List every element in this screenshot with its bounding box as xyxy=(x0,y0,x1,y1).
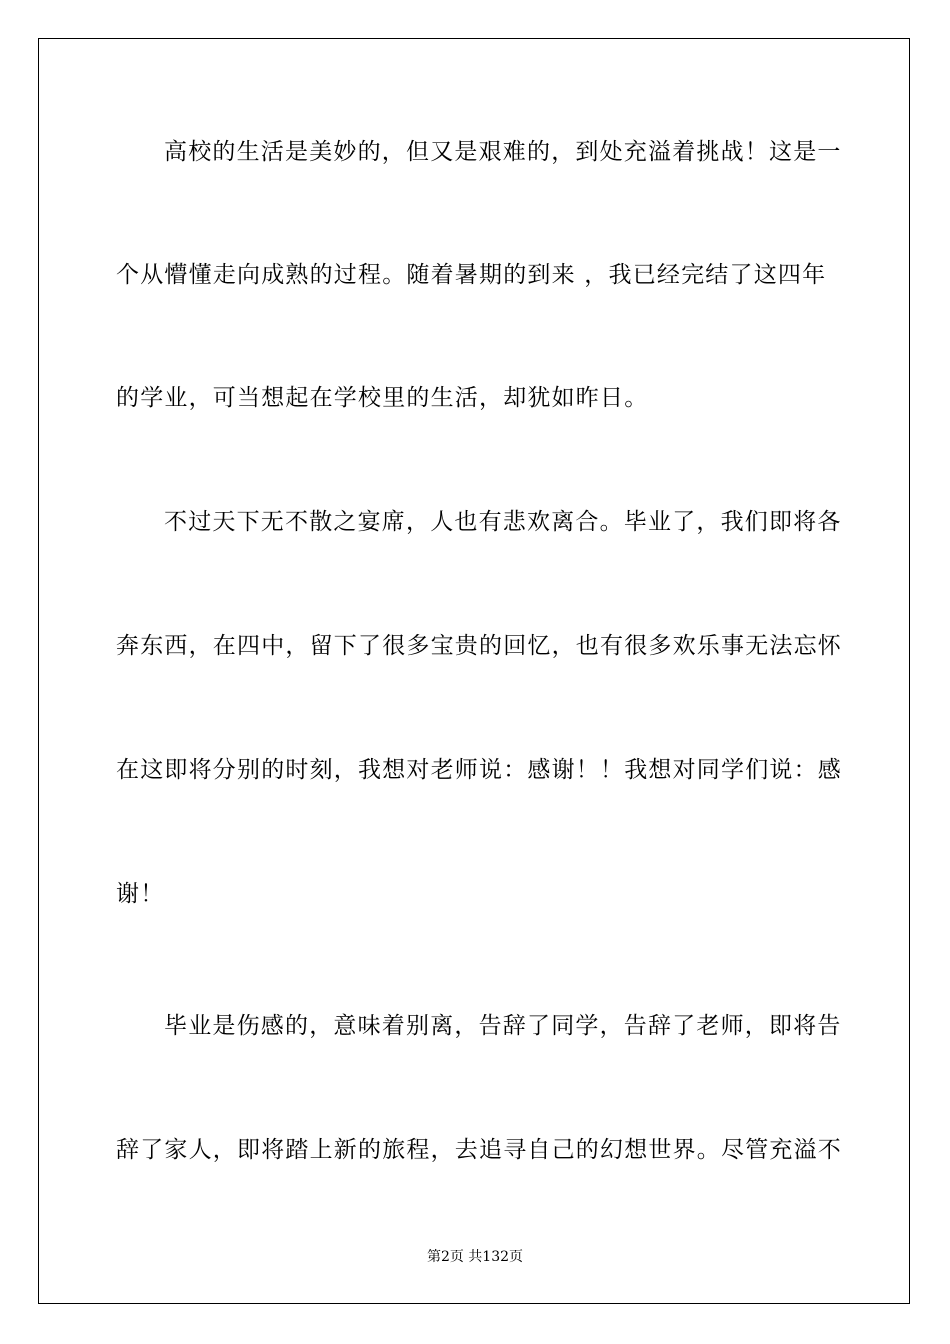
text-line: 高校的生活是美妙的，但又是艰难的，到处充溢着挑战！这是一 xyxy=(164,139,842,165)
page-border xyxy=(38,38,910,1304)
page-number-footer: 第2页 共132页 xyxy=(426,1249,524,1265)
text-line: 毕业是伤感的，意味着别离，告辞了同学，告辞了老师，即将告 xyxy=(164,1013,842,1039)
text-line: 个从懵懂走向成熟的过程。随着暑期的到来 ，我已经完结了这四年 xyxy=(116,262,827,288)
text-line: 的学业，可当想起在学校里的生活，却犹如昨日。 xyxy=(116,385,649,411)
text-line: 谢！ xyxy=(116,881,165,907)
text-line: 辞了家人，即将踏上新的旅程，去追寻自己的幻想世界。尽管充溢不 xyxy=(116,1137,842,1163)
text-line: 在这即将分别的时刻，我想对老师说：感谢！！我想对同学们说：感 xyxy=(116,757,842,783)
text-line: 不过天下无不散之宴席，人也有悲欢离合。毕业了，我们即将各 xyxy=(164,509,842,535)
text-line: 奔东西，在四中，留下了很多宝贵的回忆，也有很多欢乐事无法忘怀 xyxy=(116,633,842,659)
